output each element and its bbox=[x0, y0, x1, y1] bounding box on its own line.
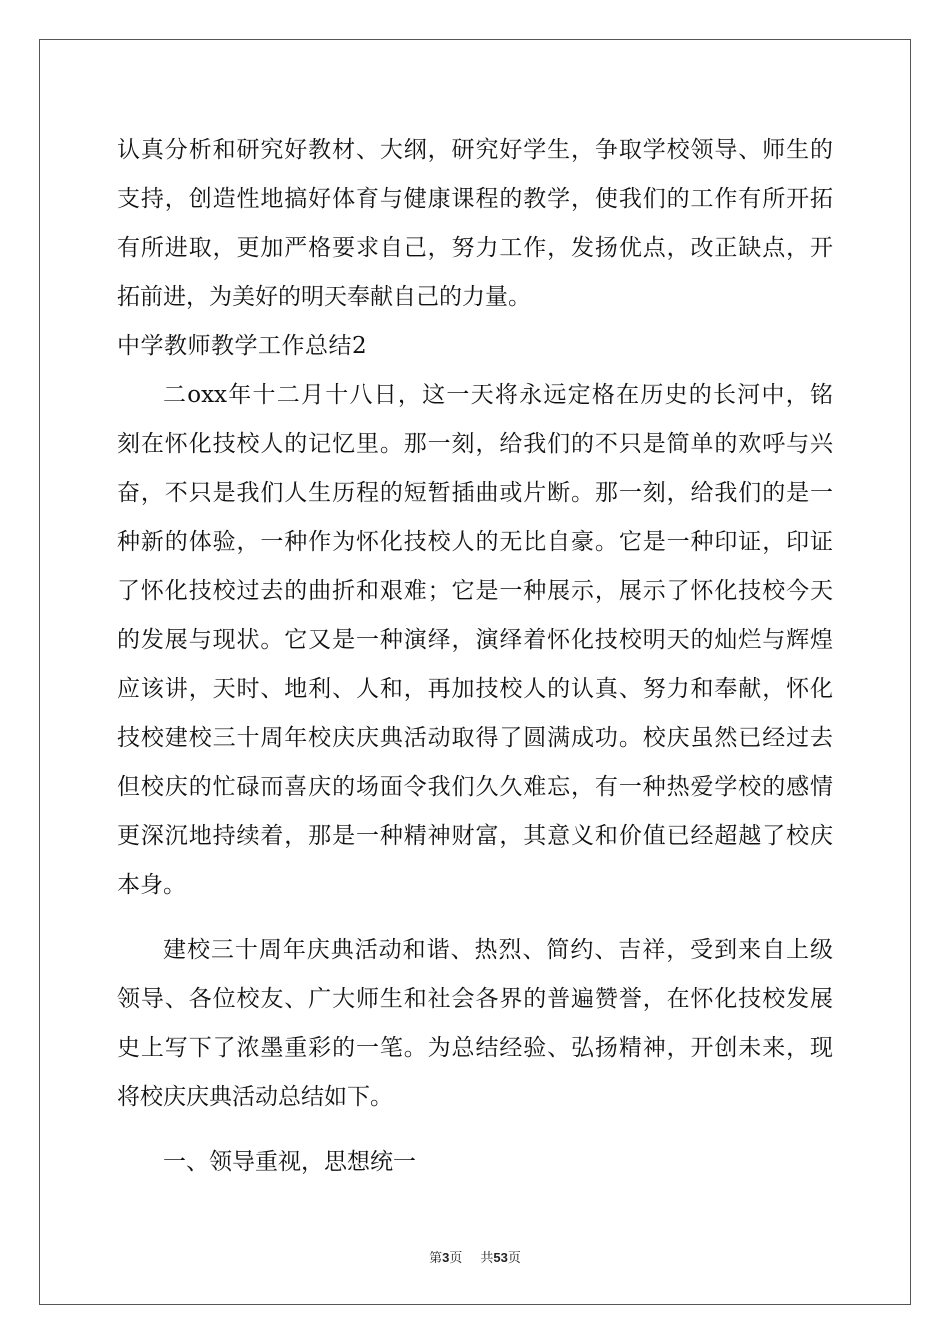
subsection-heading: 一、领导重视，思想统一 bbox=[163, 1149, 416, 1175]
text-line: 拓前进，为美好的明天奉献自己的力量。 bbox=[117, 284, 531, 310]
total-page-number: 53 bbox=[493, 1250, 508, 1265]
total-prefix: 共 bbox=[480, 1251, 494, 1266]
text-line: 应该讲，天时、地利、人和，再加技校人的认真、努力和奉献，怀化 bbox=[117, 676, 833, 702]
text-line: 更深沉地持续着，那是一种精神财富，其意义和价值已经超越了校庆 bbox=[117, 823, 833, 849]
paragraph-3 bbox=[117, 926, 833, 1122]
text-line: 将校庆庆典活动总结如下。 bbox=[117, 1084, 393, 1110]
paragraph-gap bbox=[117, 910, 833, 926]
section-heading: 中学教师教学工作总结2 bbox=[117, 333, 368, 359]
document-body bbox=[117, 126, 833, 1187]
text-line: 奋，不只是我们人生历程的短暂插曲或片断。那一刻，给我们的是一 bbox=[117, 480, 833, 506]
text-line: 建校三十周年庆典活动和谐、热烈、简约、吉祥，受到来自上级 bbox=[163, 937, 833, 963]
paragraph-1 bbox=[117, 126, 833, 322]
text-line: 本身。 bbox=[117, 872, 186, 898]
text-line: 种新的体验，一种作为怀化技校人的无比自豪。它是一种印证，印证 bbox=[117, 529, 833, 555]
text-line: 刻在怀化技校人的记忆里。那一刻，给我们的不只是简单的欢呼与兴 bbox=[117, 431, 833, 457]
page-footer bbox=[0, 1247, 950, 1266]
text-line: 史上写下了浓墨重彩的一笔。为总结经验、弘扬精神，开创未来，现 bbox=[117, 1035, 833, 1061]
text-line: 了怀化技校过去的曲折和艰难；它是一种展示，展示了怀化技校今天 bbox=[117, 578, 833, 604]
paragraph-gap bbox=[117, 1122, 833, 1138]
text-line: 领导、各位校友、广大师生和社会各界的普遍赞誉，在怀化技校发展 bbox=[117, 986, 833, 1012]
paragraph-2 bbox=[117, 371, 833, 910]
text-line: 但校庆的忙碌而喜庆的场面令我们久久难忘，有一种热爱学校的感情 bbox=[117, 774, 833, 800]
text-line: 支持，创造性地搞好体育与健康课程的教学，使我们的工作有所开拓 bbox=[117, 186, 833, 212]
text-line: 认真分析和研究好教材、大纲，研究好学生，争取学校领导、师生的 bbox=[117, 137, 833, 163]
current-page-number: 3 bbox=[442, 1250, 450, 1265]
text-line: 二oxx年十二月十八日，这一天将永远定格在历史的长河中，铭 bbox=[163, 382, 833, 408]
total-suffix: 页 bbox=[507, 1251, 521, 1266]
text-line: 技校建校三十周年校庆庆典活动取得了圆满成功。校庆虽然已经过去 bbox=[117, 725, 833, 751]
text-line: 有所进取，更加严格要求自己，努力工作，发扬优点，改正缺点，开 bbox=[117, 235, 833, 261]
page-prefix: 第 bbox=[429, 1251, 443, 1266]
page-suffix: 页 bbox=[449, 1251, 463, 1266]
text-line: 的发展与现状。它又是一种演绎，演绎着怀化技校明天的灿烂与辉煌 bbox=[117, 627, 833, 653]
